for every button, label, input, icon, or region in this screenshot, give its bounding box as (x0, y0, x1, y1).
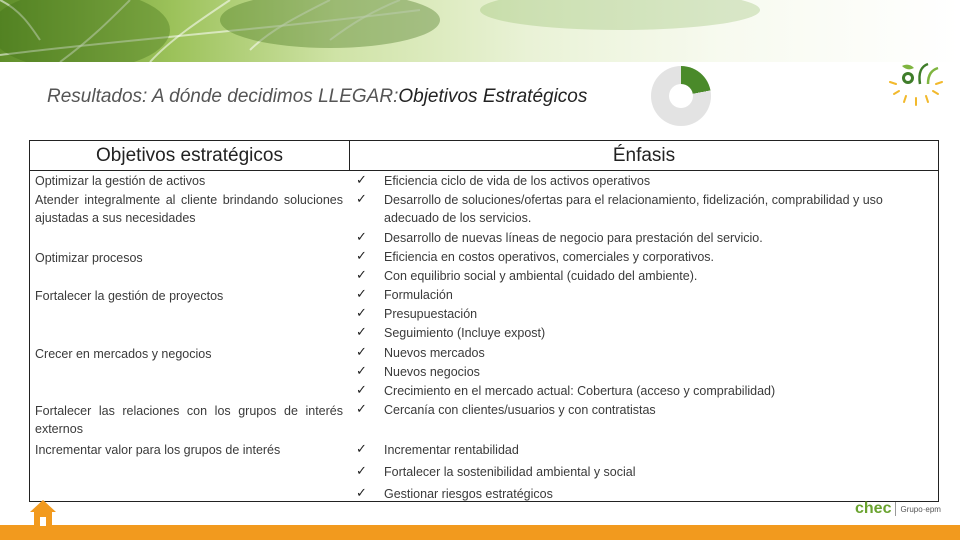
check-icon: ✓ (356, 463, 367, 478)
grupo-epm-text: Grupo·epm (900, 504, 941, 514)
chec-logo-text: chec (855, 500, 892, 517)
check-icon: ✓ (356, 191, 367, 206)
check-icon: ✓ (356, 305, 367, 320)
check-icon: ✓ (356, 248, 367, 263)
check-icon: ✓ (356, 229, 367, 244)
check-icon: ✓ (356, 324, 367, 339)
header-emphasis: Énfasis (350, 141, 938, 171)
title-prefix: Resultados: A dónde decidimos LLEGAR: (47, 86, 399, 107)
objective-item: Fortalecer las relaciones con los grupos de interés externos (35, 403, 343, 437)
strategy-circle-icon (651, 66, 711, 126)
check-icon: ✓ (356, 267, 367, 282)
check-icon: ✓ (356, 344, 367, 359)
emphasis-item: Seguimiento (Incluye expost) (384, 325, 546, 340)
title-suffix: Objetivos Estratégicos (398, 86, 588, 107)
leaf-banner-image (0, 0, 960, 62)
objective-item: Optimizar la gestión de activos (35, 174, 206, 188)
check-icon: ✓ (356, 401, 367, 416)
home-icon[interactable] (28, 498, 58, 528)
objective-item: Atender integralmente al cliente brindando soluciones ajustadas a sus necesidades (35, 192, 343, 226)
emphasis-item: Cercanía con clientes/usuarios y con contratistas (384, 402, 656, 417)
emphasis-item: Nuevos negocios (384, 364, 480, 379)
check-icon: ✓ (356, 382, 367, 397)
emphasis-item: Nuevos mercados (384, 345, 485, 360)
emphasis-item: Gestionar riesgos estratégicos (384, 486, 553, 501)
header-objectives: Objetivos estratégicos (30, 141, 350, 171)
leaf-veins (0, 0, 960, 62)
footer-accent-bar (0, 525, 960, 540)
objective-item: Incrementar valor para los grupos de interés (35, 442, 281, 457)
check-icon: ✓ (356, 485, 367, 500)
emphasis-item: Fortalecer la sostenibilidad ambiental y social (384, 464, 636, 479)
slide-title (47, 86, 587, 108)
chec-grupo-epm-logo (855, 500, 950, 522)
objective-item: Crecer en mercados y negocios (35, 346, 212, 361)
check-icon: ✓ (356, 172, 367, 187)
emphasis-item: Con equilibrio social y ambiental (cuidado del ambiente). (384, 268, 698, 283)
check-icon: ✓ (356, 441, 367, 456)
emphasis-item: Formulación (384, 287, 453, 302)
emphasis-item: Crecimiento en el mercado actual: Cobertura (acceso y comprabilidad) (384, 383, 776, 398)
sun-plant-logo-icon (884, 58, 946, 108)
objective-item: Optimizar procesos (35, 250, 143, 265)
check-icon: ✓ (356, 286, 367, 301)
emphasis-item: Eficiencia ciclo de vida de los activos operativos (384, 174, 651, 188)
emphasis-item: Incrementar rentabilidad (384, 442, 519, 457)
emphasis-item: Desarrollo de soluciones/ofertas para el relacionamiento, fidelización, comprabilidad y uso adecuado de los servicios. (384, 192, 883, 226)
emphasis-item: Desarrollo de nuevas líneas de negocio para prestación del servicio. (384, 230, 763, 245)
objective-item: Fortalecer la gestión de proyectos (35, 288, 224, 303)
objectives-table (29, 140, 939, 502)
check-icon: ✓ (356, 363, 367, 378)
emphasis-item: Eficiencia en costos operativos, comerciales y corporativos. (384, 249, 715, 264)
emphasis-item: Presupuestación (384, 306, 478, 321)
